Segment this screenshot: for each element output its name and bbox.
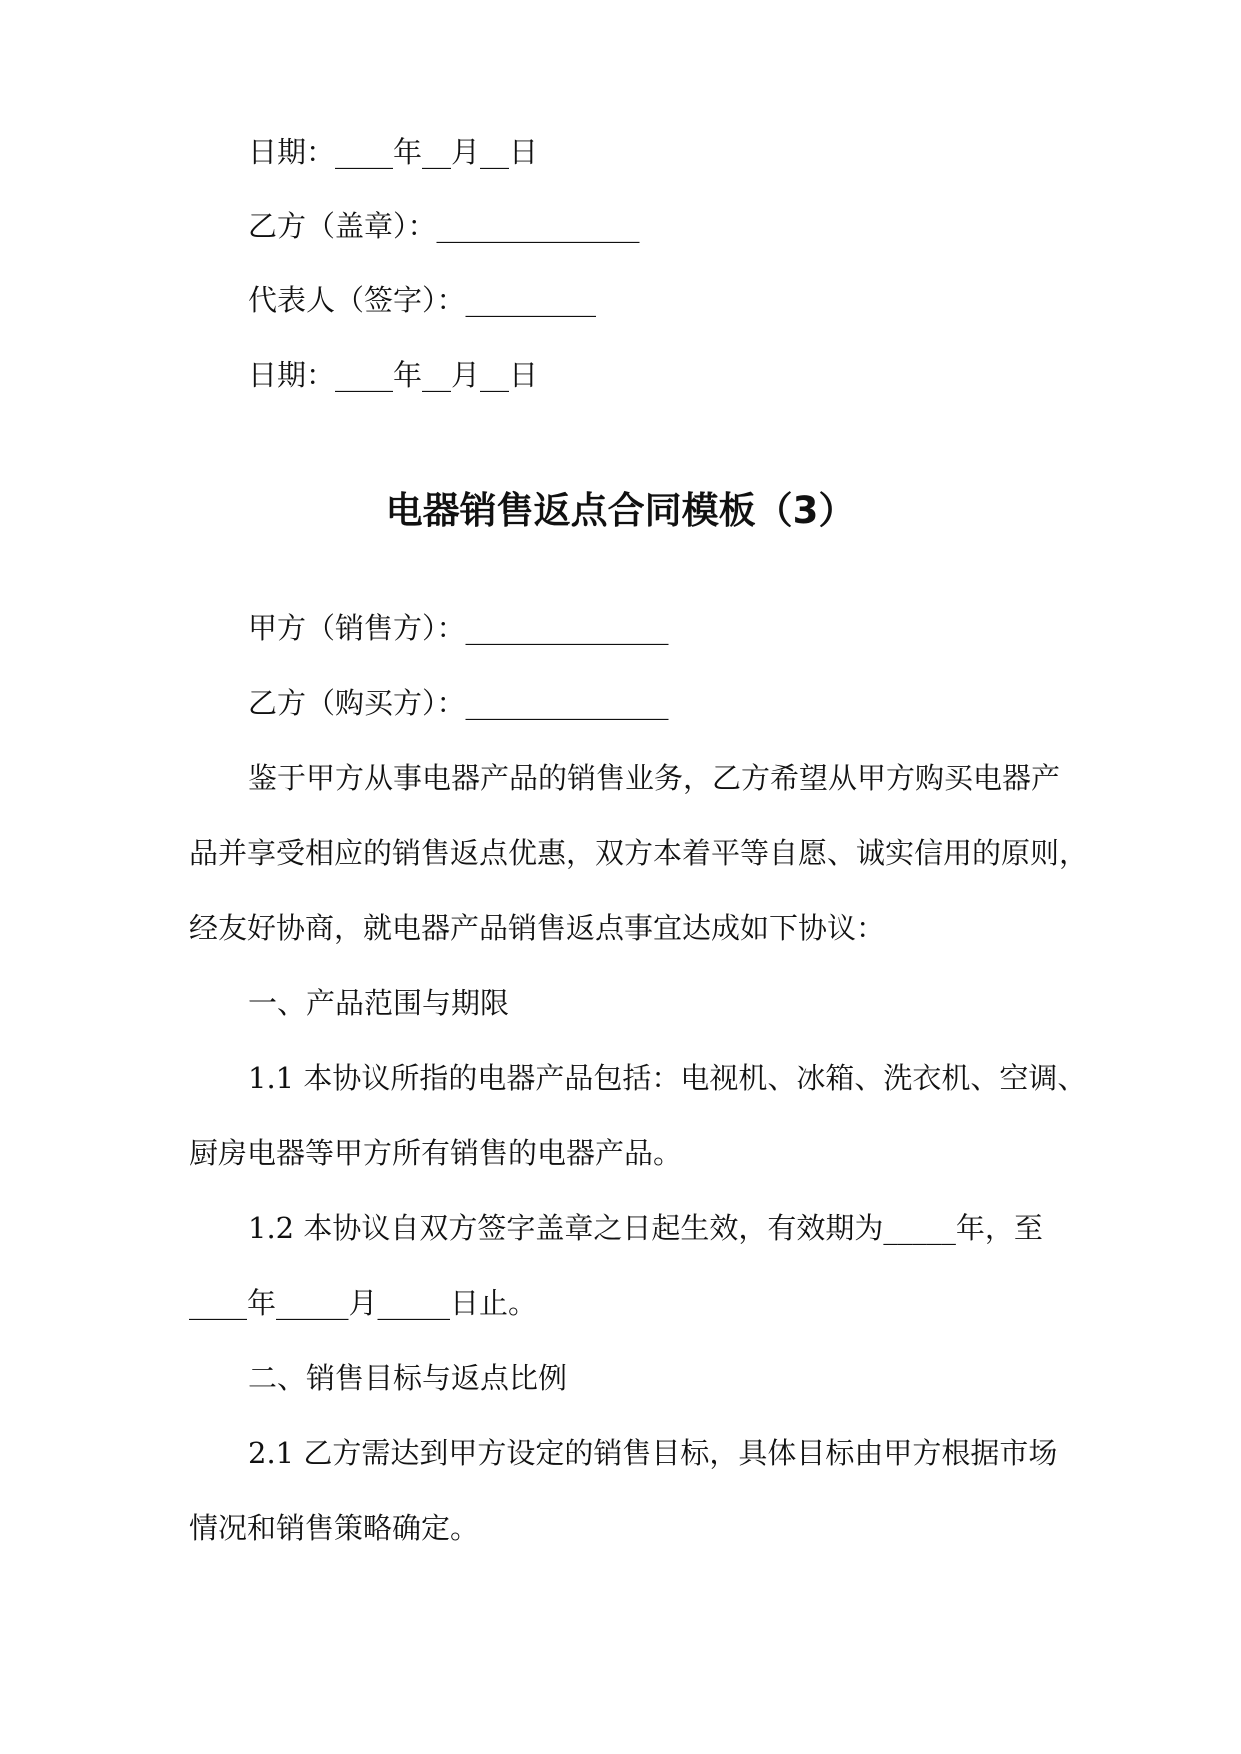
- clause-2-1-line-2: 情况和销售策略确定。: [189, 1511, 480, 1545]
- clause-2-1-line-1: 2.1 乙方需达到甲方设定的销售目标，具体目标由甲方根据市场: [248, 1436, 1058, 1470]
- document-title: 电器销售返点合同模板（3）: [385, 489, 856, 532]
- preamble-line-3: 经友好协商，就电器产品销售返点事宜达成如下协议：: [189, 911, 886, 945]
- party-b-line: 乙方（购买方）：______________: [248, 686, 669, 720]
- party-b-seal-line: 乙方（盖章）：______________: [248, 209, 640, 243]
- date-line-1: 日期：____年__月__日: [248, 135, 539, 169]
- preamble-line-1: 鉴于甲方从事电器产品的销售业务，乙方希望从甲方购买电器产: [248, 761, 1061, 795]
- section-1-heading: 一、产品范围与期限: [248, 986, 510, 1020]
- party-a-line: 甲方（销售方）：______________: [248, 611, 669, 645]
- clause-1-2-line-1: 1.2 本协议自双方签字盖章之日起生效，有效期为_____年，至: [248, 1211, 1043, 1245]
- preamble-line-2: 品并享受相应的销售返点优惠，双方本着平等自愿、诚实信用的原则，: [189, 836, 1089, 870]
- clause-1-1-line-2: 厨房电器等甲方所有销售的电器产品。: [189, 1136, 683, 1170]
- clause-1-1-line-1: 1.1 本协议所指的电器产品包括：电视机、冰箱、洗衣机、空调、: [248, 1061, 1087, 1095]
- date-line-2: 日期：____年__月__日: [248, 358, 539, 392]
- representative-line: 代表人（签字）：_________: [248, 283, 597, 317]
- section-2-heading: 二、销售目标与返点比例: [248, 1361, 568, 1395]
- clause-1-2-line-2: ____年_____月_____日止。: [189, 1286, 538, 1320]
